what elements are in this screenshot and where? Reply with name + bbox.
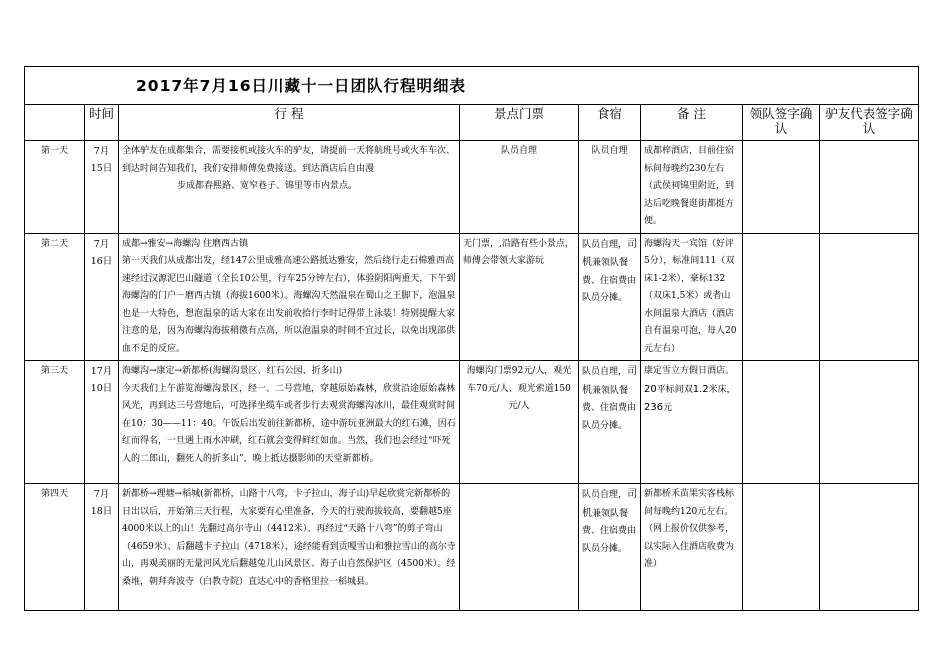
lodging-text-b: 司机 (582, 366, 638, 396)
itinerary-cell (119, 361, 460, 484)
day-label: 第一天 (25, 141, 85, 234)
notes-text-e: 米床， (708, 384, 736, 395)
rep-sign-cell[interactable] (820, 233, 919, 361)
notes-text-g: 元 (663, 403, 673, 413)
table-row (25, 484, 919, 611)
header-lodging: 食宿 (579, 105, 641, 141)
itinerary-cell (119, 484, 460, 611)
date-cell: 17月10日 (85, 361, 119, 484)
lodging-text-c: 兼领队餐费、住宿费由队员分摊。 (582, 385, 637, 431)
lodging-text-a: 队员自理， (582, 239, 628, 250)
leader-sign-cell[interactable] (743, 141, 820, 234)
notes-cell: 成都梓酒店，目前住宿标间每晚约230左右（武侯祠锦里附近，到达后吃晚餐逛街都挺方便。 (641, 141, 743, 234)
header-day (25, 105, 85, 141)
rep-sign-cell[interactable] (820, 484, 919, 611)
title-cell (25, 67, 919, 105)
date-cell: 7月16日 (85, 233, 119, 361)
lodging-cell (579, 233, 641, 361)
route-line: 海螺沟→康定→新都桥(海螺沟景区、红石公园、折多山) (122, 366, 343, 376)
notes-text-c: 平标间双 (656, 384, 693, 395)
rep-sign-cell[interactable] (820, 361, 919, 484)
lodging-cell (579, 361, 641, 484)
tickets-cell: 无门票，,沿路有些小景点，师傅会带领大家游玩 (460, 233, 579, 361)
notes-cell: 海螺沟天一宾馆（好评5分），标准间111（双床1-2米），豪标132（双床1,5米）或者山水间温泉大酒店（酒店自有温泉可泡，每人20元左右） (641, 233, 743, 361)
notes-text-f: 236 (644, 402, 664, 413)
tickets-cell (460, 484, 579, 611)
itinerary-text: 新都桥→理塘→稻城(新都桥，山路十八弯，卡子拉山，海子山)早起欣赏完新都桥的日出以后，开始第三天行程，大家要有心里准备，今天的行驶海拔较高，要翻越5座4000米以上的山！先翻过高尔寺山（4412米）、再经过“天路十八弯”的剪子弯山（4659米）、后翻越卡子拉山（4718米），途经能看到贡嘎雪山和雅拉雪山的高尔寺山，再观美丽的无量河风光后翻越兔儿山风景区、海子山自然保护区（4500米）。经桑堆，朝拜奔波寺（白教寺院）直达心中的香格里拉一稻城县。 (122, 489, 456, 587)
lodging-cell: 队员自理 (579, 141, 641, 234)
header-time: 时间 (85, 105, 119, 141)
table-row (25, 233, 919, 361)
header-itinerary: 行 程 (119, 105, 460, 141)
rep-sign-cell[interactable] (820, 141, 919, 234)
day-label: 第三天 (25, 361, 85, 484)
lodging-text-b: 司机 (582, 489, 638, 519)
table-row (25, 361, 919, 484)
header-row (25, 105, 919, 141)
page-title: 2017年7月16日川藏十一日团队行程明细表 (136, 76, 466, 95)
itinerary-text: 全体驴友在成都集合，需要接机或接火车的驴友，请提前一天将航班号或火车车次、到达时间告知我们，我们安排师傅免费接送。到达酒店后自由漫 (122, 146, 456, 174)
itinerary-cell (119, 141, 460, 234)
leader-sign-cell[interactable] (743, 484, 820, 611)
header-tickets: 景点门票 (460, 105, 579, 141)
date-cell: 7月15日 (85, 141, 119, 234)
route-line: 成都→雅安→海螺沟 住磨西古镇 (122, 238, 248, 249)
header-notes: 备 注 (641, 105, 743, 141)
lodging-text-c: 兼领队餐费、住宿费由队员分摊。 (582, 508, 637, 554)
itinerary-text: 今天我们上午游览海螺沟景区，经一、二号营地，穿越原始森林，欣赏沿途原始森林风光，再到达三号营地后，可选择坐缆车或者步行去观赏海螺沟冰川，最佳观赏时间在10：30——11：40。午饭后出发前往新都桥，途中游玩亚洲最大的红石滩，因石红而得名，一旦遇上雨水冲刷，红石就会变得鲜红如血。当然，我们也会经过“吓死人的二郎山，翻死人的折多山”，晚上抵达摄影师的天堂新都桥。 (122, 383, 456, 464)
lodging-text-a: 队员自理， (582, 490, 628, 500)
lodging-text-c: 兼领队餐费、住宿费由队员分摊。 (582, 258, 637, 303)
header-rep-sign: 驴友代表签字确认 (820, 105, 919, 141)
header-leader-sign: 领队签字确认 (743, 105, 820, 141)
notes-text-b: 20 (644, 383, 657, 395)
leader-sign-cell[interactable] (743, 233, 820, 361)
itinerary-text-cont: 步成都春熙路、宽窄巷子、锦里等市内景点。 (177, 181, 358, 191)
itinerary-cell (119, 233, 460, 361)
notes-text-d: 1.2 (692, 383, 709, 395)
day-label: 第二天 (25, 233, 85, 361)
notes-cell: 新都桥禾苗果实客栈标间每晚约120元左右。（网上报价仅供参考，以实际入住酒店收费为准） (641, 484, 743, 611)
itinerary-text: 第一天我们从成都出发，经147公里成雅高速公路抵达雅安，然后绕行走石棉雅西高速经过汉源泥巴山隧道（全长10公里，行车25分钟左右），体验阴阳两重天，下午到海螺沟的门户－磨西古镇（海拔1600米）。海螺沟天然温泉在蜀山之王脚下，泡温泉也是一大特色，想泡温泉的话大家在出发前收拾行李时记得带上泳装！特别提醒大家注意的是，因为海螺沟海拔稍微有点高，所以泡温泉的时间不宜过长，以免出现部供血不足的反应。 (122, 256, 456, 354)
day-label: 第四天 (25, 484, 85, 611)
date-cell: 7月18日 (85, 484, 119, 611)
notes-cell (641, 361, 743, 484)
tickets-cell: 海螺沟门票92元/人，观光车70元/人、观光索道150元/人 (460, 361, 579, 484)
table-row (25, 141, 919, 234)
lodging-text-a: 队员自理， (582, 367, 628, 377)
itinerary-table (24, 66, 919, 611)
leader-sign-cell[interactable] (743, 361, 820, 484)
notes-text-a: 康定雪立方假日酒店。 (644, 366, 735, 376)
lodging-cell (579, 484, 641, 611)
tickets-cell: 队员自理 (460, 141, 579, 234)
lodging-text-b: 司机 (582, 238, 638, 268)
